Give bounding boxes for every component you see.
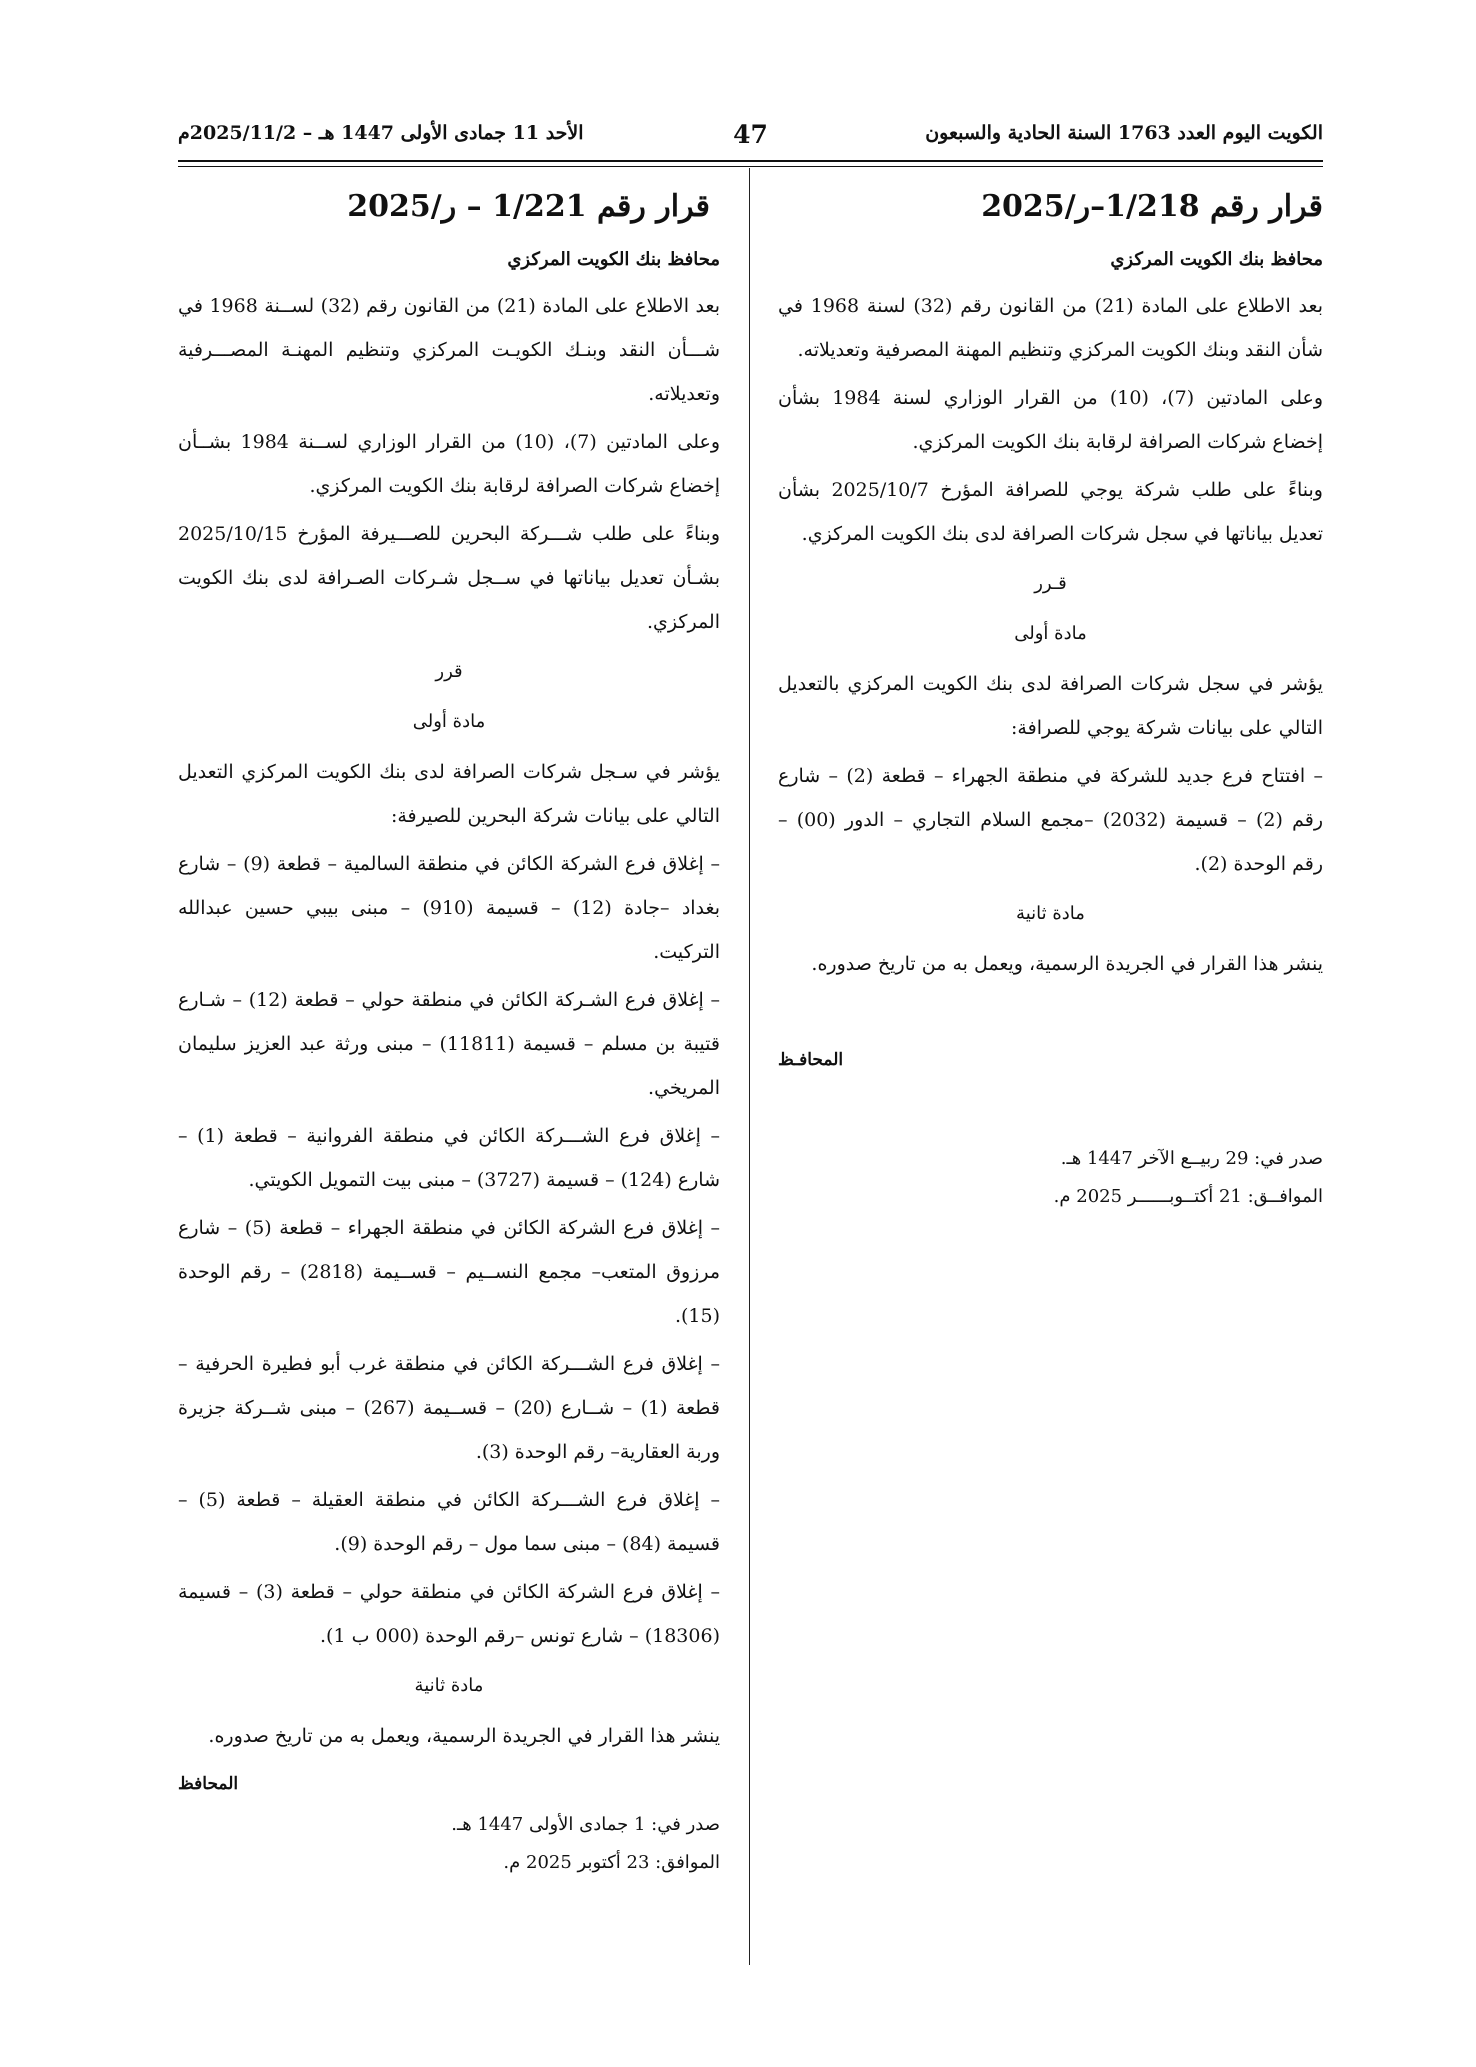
signer-title: المحافـظ: [778, 1050, 844, 1070]
preamble-paragraph: بعد الاطلاع على المادة (21) من القانون رقم (32) لسنة 1968 في شأن النقد وبنك الكويت المركزي وتنظيم المهنة المصرفية وتعديلاته.: [778, 295, 1323, 361]
signer-title: المحافظ: [178, 1774, 239, 1794]
header-rule-thin: [178, 166, 1323, 167]
governor-heading: محافظ بنك الكويت المركزي: [1110, 249, 1323, 270]
decision-title: قرار رقم 1/221 – ر/2025: [347, 189, 710, 224]
decision-218-column: [778, 182, 1323, 1216]
issue-date: صدر في: 29 ربيــع الآخر 1447 هـ.: [1060, 1148, 1323, 1169]
article-two-heading: مادة ثانية: [1016, 903, 1085, 924]
preamble-paragraph: وعلى المادتين (7)، (10) من القرار الوزاري لسنة 1984 بشأن إخضاع شركات الصرافة لرقابة بنك الكويت المركزي.: [778, 387, 1323, 453]
column-divider: [749, 168, 750, 1965]
article-two-heading: مادة ثانية: [414, 1675, 484, 1696]
article-one-item: – إغلاق فرع الشـــركة الكائن في منطقة الفروانية – قطعة (1) – شارع (124) – قسيمة (3727) – مبنى بيت التمويل الكويتي.: [178, 1125, 720, 1191]
corresponding-date: الموافق: 23 أكتوبر 2025 م.: [503, 1852, 720, 1873]
decided-heading: قرر: [435, 661, 463, 682]
preamble-paragraph: وبناءً على طلب شركة يوجي للصرافة المؤرخ 2025/10/7 بشأن تعديل بياناتها في سجل شركات الصرافة لدى بنك الكويت المركزي.: [778, 479, 1323, 545]
corresponding-date: الموافــق: 21 أكتــوبــــــر 2025 م.: [1053, 1186, 1323, 1207]
governor-heading: محافظ بنك الكويت المركزي: [507, 249, 720, 270]
decided-heading: قـرر: [1034, 573, 1067, 594]
issue-date: صدر في: 1 جمادى الأولى 1447 هـ.: [451, 1814, 720, 1835]
article-two-text: ينشر هذا القرار في الجريدة الرسمية، ويعمل به من تاريخ صدوره.: [811, 953, 1323, 975]
article-one-item: – افتتاح فرع جديد للشركة في منطقة الجهراء – قطعة (2) – شارع رقم (2) – قسيمة (2032) –مجمع السلام التجاري – الدور (00) – رقم الوحدة (2).: [778, 765, 1324, 875]
preamble-paragraph: وبناءً على طلب شـــركة البحرين للصـــيرفة المؤرخ 2025/10/15 بشـأن تعديل بياناتها في ســجل شـركات الصـرافة لدى بنك الكويت المركزي.: [178, 523, 720, 633]
article-one-item: – إغلاق فرع الشركة الكائن في منطقة حولي – قطعة (3) – قسيمة (18306) – شارع تونس –رقم الوحدة (000 ب 1).: [178, 1581, 720, 1647]
header-issue-info: الكويت اليوم العدد 1763 السنة الحادية والسبعون: [925, 122, 1323, 144]
header-rule-thick: [178, 160, 1323, 162]
decision-title: قرار رقم 1/218–ر/2025: [981, 189, 1323, 224]
article-one-text: يؤشر في سـجل شركات الصرافة لدى بنك الكويت المركزي التعديل التالي على بيانات شركة البحرين للصيرفة:: [178, 761, 720, 827]
article-one-item: – إغلاق فرع الشركة الكائن في منطقة السالمية – قطعة (9) – شارع بغداد –جادة (12) – قسيمة (910) – مبنى بيبي حسين عبدالله التركيت.: [178, 853, 721, 963]
header-date: الأحد 11 جمادى الأولى 1447 هـ – 2025/11/2م: [178, 122, 584, 144]
article-one-item: – إغلاق فرع الشـــركة الكائن في منطقة العقيلة – قطعة (5) – قسيمة (84) – مبنى سما مول – رقم الوحدة (9).: [178, 1489, 721, 1555]
preamble-paragraph: وعلى المادتين (7)، (10) من القرار الوزاري لســنة 1984 بشــأن إخضاع شركات الصرافة لرقابة بنك الكويت المركزي.: [178, 431, 720, 497]
article-one-heading: مادة أولى: [412, 711, 486, 732]
article-one-item: – إغلاق فرع الشـــركة الكائن في منطقة غرب أبو فطيرة الحرفية – قطعة (1) – شــارع (20) – قســيمة (267) – مبنى شــركة جزيرة وربة العقارية– رقم الوحدة (3).: [178, 1353, 720, 1463]
article-one-heading: مادة أولى: [1014, 623, 1087, 644]
article-one-item: – إغلاق فرع الشـركة الكائن في منطقة حولي – قطعة (12) – شـارع قتيبة بن مسلم – قسيمة (11811) – مبنى ورثة عبد العزيز سليمان المريخي.: [178, 989, 721, 1099]
article-one-item: – إغلاق فرع الشركة الكائن في منطقة الجهراء – قطعة (5) – شارع مرزوق المتعب– مجمع النســيم – قســيمة (2818) – رقم الوحدة (15).: [178, 1217, 720, 1327]
page-number: 47: [733, 120, 768, 149]
article-two-text: ينشر هذا القرار في الجريدة الرسمية، ويعمل به من تاريخ صدوره.: [208, 1725, 720, 1747]
preamble-paragraph: بعد الاطلاع على المادة (21) من القانون رقم (32) لســنة 1968 في شـــأن النقد وبنـك الكويـت المركزي وتنظيم المهنـة المصـــرفية وتعديلاته.: [178, 295, 720, 405]
decision-221-column: [178, 182, 720, 1882]
article-one-text: يؤشر في سجل شركات الصرافة لدى بنك الكويت المركزي بالتعديل التالي على بيانات شركة يوجي للصرافة:: [778, 673, 1323, 739]
page-header: [178, 118, 1323, 158]
